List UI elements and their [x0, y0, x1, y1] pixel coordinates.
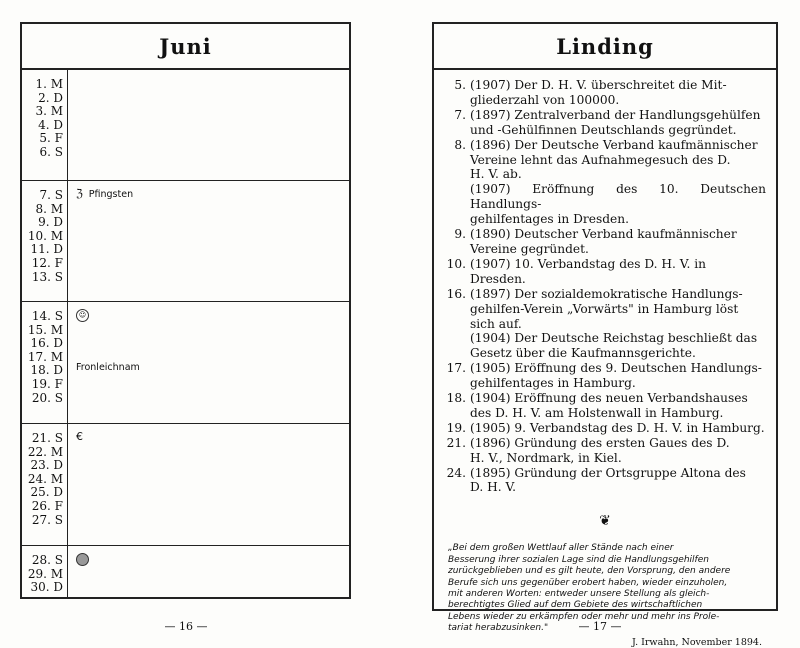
- holiday-label: Fronleichnam: [76, 362, 140, 374]
- entry-line: (1907) Der D. H. V. überschreitet die Mit-: [470, 78, 727, 92]
- chronicle-frame: [432, 22, 778, 648]
- calendar-day: 17. M: [27, 349, 63, 364]
- entry-text: [470, 78, 766, 108]
- entry-line: (1890) Deutscher Verband kaufmännischer: [470, 227, 737, 242]
- entry-text: [470, 391, 766, 421]
- entry-line: Vereine gegründet.: [470, 241, 589, 256]
- full-moon-icon: ☺: [76, 308, 89, 322]
- calendar-week: [22, 302, 349, 424]
- calendar-day: 11. D: [30, 242, 63, 257]
- entry-line: (1905) Eröffnung des 9. Deutschen Handlungs-: [470, 361, 762, 376]
- calendar-day: 30. D: [30, 580, 63, 595]
- entry-text: [470, 436, 766, 466]
- calendar-day: 16. D: [30, 336, 63, 351]
- calendar-day: 27. S: [31, 512, 63, 527]
- entry-line: (1897) Der sozialdemokratische Handlungs-: [470, 286, 743, 301]
- calendar-day: 1. M: [35, 77, 63, 91]
- calendar-day: 10. M: [27, 228, 63, 243]
- entry-line: (1904) Eröffnung des neuen Verbandshauses: [470, 391, 748, 406]
- chronicle-entry: [444, 466, 766, 496]
- calendar-day: 21. S: [31, 431, 63, 445]
- chronicle-entry: [444, 287, 766, 362]
- entry-day: 18.: [446, 391, 466, 406]
- entry-day: 7.: [454, 107, 466, 122]
- calendar-day: 6. S: [39, 144, 63, 159]
- quote-line: Berufe sich uns gegenüber erobert haben, wieder einzuholen,: [448, 577, 728, 588]
- entry-line: (1907) 10. Verbandstag des D. H. V. in: [470, 256, 706, 271]
- entry-line: gliederzahl von 100000.: [470, 92, 620, 107]
- entry-line: (1907) Eröffnung des 10. Deutschen Handlungs-: [470, 182, 766, 212]
- quote-block: [434, 529, 776, 634]
- moon-phase-icon: €: [76, 430, 83, 443]
- calendar-day: 7. S: [39, 188, 63, 202]
- calendar-day: 9. D: [38, 215, 63, 230]
- entry-line: (1896) Der Deutsche Verband kaufmännischer: [470, 137, 758, 152]
- entry-line: gehilfentages in Hamburg.: [470, 376, 636, 391]
- entry-day: 16.: [446, 286, 466, 301]
- entry-text: [470, 227, 766, 257]
- entry-text: [470, 138, 766, 227]
- holiday-label: Pfingsten: [88, 189, 134, 200]
- calendar-day: 28. S: [31, 553, 63, 567]
- page-number-left: — 16 —: [164, 620, 208, 633]
- chronicle-entry: [444, 421, 766, 436]
- calendar-note: [76, 308, 95, 322]
- calendar-week: [22, 546, 349, 597]
- calendar-week: [22, 70, 349, 181]
- calendar-day: 23. D: [30, 458, 63, 473]
- entry-line: gehilfen-Verein „Vorwärts" in Hamburg löst: [470, 301, 739, 316]
- quote-source: J. Irwahn, November 1894.: [632, 636, 762, 648]
- chronicle-entry: [444, 138, 766, 227]
- entry-line: D. H. V.: [470, 480, 517, 495]
- calendar-day: 5. F: [39, 131, 63, 146]
- entry-day: 17.: [446, 361, 466, 376]
- day-list: [22, 554, 66, 595]
- entry-text: [470, 421, 766, 436]
- day-list: [22, 432, 66, 527]
- entry-day: 9.: [454, 227, 466, 242]
- calendar-note: [76, 362, 140, 373]
- chronicle-entry: [444, 78, 766, 108]
- calendar-day: 25. D: [30, 485, 63, 500]
- entry-line: Gesetz über die Kaufmannsgerichte.: [470, 346, 696, 361]
- calendar-day: 8. M: [35, 201, 63, 216]
- entry-line: sich auf.: [470, 316, 522, 331]
- entry-line: und -Gehülfinnen Deutschlands gegründet.: [470, 122, 737, 137]
- calendar-day: 3. M: [35, 104, 63, 119]
- entry-text: [470, 287, 766, 362]
- entry-line: (1904) Der Deutsche Reichstag beschließt das: [470, 331, 758, 346]
- ornament-icon: ❦: [599, 513, 611, 530]
- calendar-month-title: Juni: [22, 24, 349, 70]
- entry-day: 10.: [446, 256, 466, 271]
- left-page: [0, 0, 400, 637]
- entry-day: 24.: [446, 465, 466, 480]
- quote-line: mit anderen Worten: entweder unsere Stellung als gleich-: [448, 589, 710, 599]
- entry-day: 8.: [454, 137, 466, 152]
- chronicle-entry: [444, 257, 766, 287]
- chronicle-title: Linding: [434, 24, 776, 70]
- entry-line: Dresden.: [470, 271, 526, 286]
- calendar-day: 22. M: [27, 444, 63, 459]
- entry-day: 19.: [446, 420, 466, 435]
- calendar-day: 18. D: [30, 363, 63, 378]
- entry-line: gehilfentages in Dresden.: [470, 212, 629, 227]
- calendar-day: 26. F: [31, 498, 63, 513]
- entry-line: (1897) Zentralverband der Handlungsgehülfen: [470, 107, 761, 122]
- entry-text: [470, 466, 766, 496]
- day-list: [22, 310, 66, 405]
- calendar-day: 24. M: [27, 471, 63, 486]
- calendar-day: 29. M: [27, 566, 63, 581]
- day-list: [22, 189, 66, 284]
- calendar-week: [22, 181, 349, 302]
- quote-line: zurückgeblieben und es gilt heute, den Vorsprung, den andere: [448, 566, 731, 577]
- right-page: [400, 0, 800, 648]
- chronicle-entry: [444, 391, 766, 421]
- calendar-day: 12. F: [31, 255, 63, 270]
- calendar-note: [76, 552, 95, 566]
- quote-line: Lebens wieder zu erkämpfen oder mehr und mehr ins Prole-: [448, 611, 720, 622]
- calendar-note: [76, 187, 133, 200]
- entry-line: Vereine lehnt das Aufnahmegesuch des D.: [470, 152, 731, 167]
- entry-line: (1895) Gründung der Ortsgruppe Altona des: [470, 465, 746, 480]
- calendar-day: 13. S: [31, 269, 63, 284]
- chronicle-entries: [434, 70, 776, 495]
- quote-line: Besserung ihrer sozialen Lage sind die Handlungsgehilfen: [448, 554, 709, 565]
- chronicle-entry: [444, 227, 766, 257]
- calendar-day: 15. M: [27, 322, 63, 337]
- calendar-day: 4. D: [38, 117, 63, 132]
- calendar-day: 2. D: [38, 90, 63, 105]
- quote-line: „Bei dem großen Wettlauf aller Stände nach einer: [448, 543, 674, 554]
- quote-line: berechtigtes Glied auf dem Gebiete des wirtschaftlichen: [448, 600, 703, 611]
- entry-line: (1905) 9. Verbandstag des D. H. V. in Hamburg.: [470, 420, 765, 435]
- new-moon-icon: [76, 552, 89, 566]
- chronicle-entry: [444, 361, 766, 391]
- calendar-day: 14. S: [31, 309, 63, 323]
- quote-line: tariat herabzusinken.": [448, 623, 549, 634]
- entry-line: H. V. ab.: [470, 167, 522, 182]
- calendar-body: [22, 70, 349, 597]
- chronicle-entry: [444, 108, 766, 138]
- calendar-day: 20. S: [31, 390, 63, 405]
- moon-phase-icon: ℨ: [76, 187, 83, 200]
- entry-text: [470, 108, 766, 138]
- entry-day: 5.: [454, 78, 466, 92]
- calendar-day: 19. F: [31, 376, 63, 391]
- entry-day: 21.: [446, 435, 466, 450]
- entry-line: (1896) Gründung des ersten Gaues des D.: [470, 435, 730, 450]
- entry-line: H. V., Nordmark, in Kiel.: [470, 450, 622, 465]
- calendar-week: [22, 424, 349, 546]
- entry-line: des D. H. V. am Holstenwall in Hamburg.: [470, 405, 724, 420]
- page-number-right: — 17 —: [578, 620, 622, 633]
- calendar-note: [76, 430, 89, 443]
- calendar-frame: [20, 22, 351, 599]
- chronicle-entry: [444, 436, 766, 466]
- entry-text: [470, 361, 766, 391]
- day-list: [22, 78, 66, 160]
- entry-text: [470, 257, 766, 287]
